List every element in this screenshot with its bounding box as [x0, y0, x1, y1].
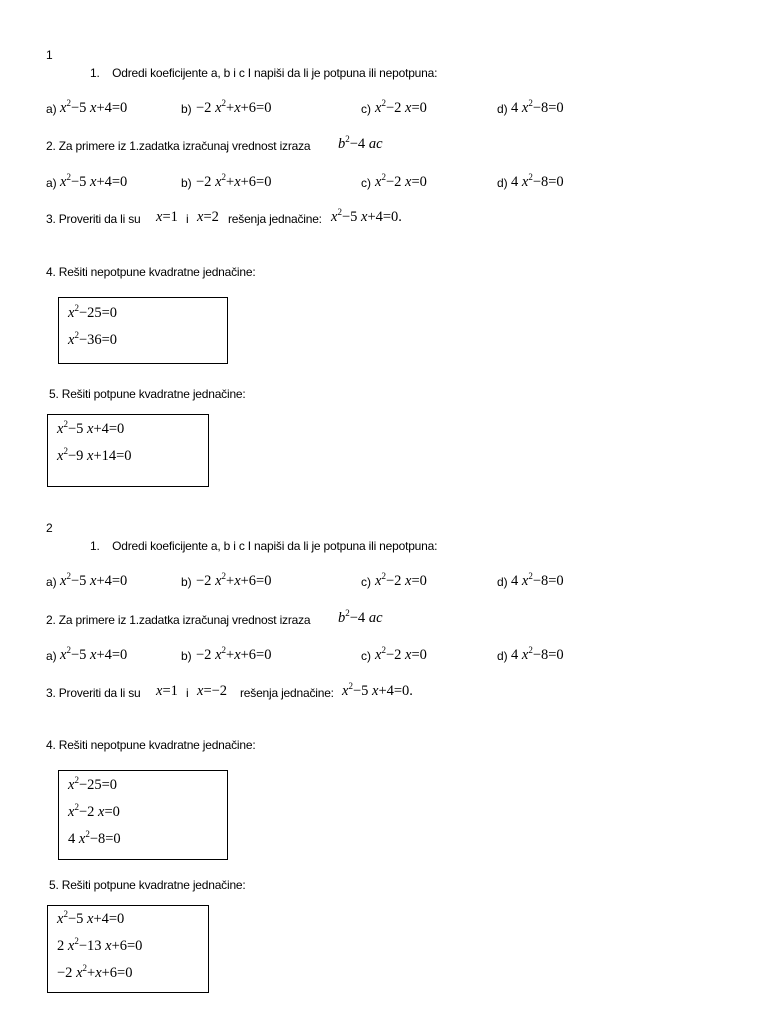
equation-1: $x^2-25=0$: [68, 303, 118, 321]
equation-a: $x^2-5$ x+4=0: [60, 172, 128, 190]
label-a: a): [46, 102, 57, 116]
section-number: 1: [46, 48, 53, 62]
equation-c: $x^2-2$ x=0: [375, 645, 427, 663]
equation-b: −2 $x^2+x+6=0$: [196, 645, 272, 663]
root-1: x=1: [156, 683, 178, 699]
task-2-text: 2. Za primere iz 1.zadatka izračunaj vrednost izraza: [46, 139, 311, 153]
equation-d: 4 $x^2-8=0$: [511, 645, 564, 663]
equation-2: 2 $x^2-13$ x+6=0: [57, 936, 143, 954]
equation-b: −2 $x^2+x+6=0$: [196, 172, 272, 190]
equation-3: −2 $x^2+x+6=0$: [57, 963, 133, 981]
task-3-suffix: rešenja jednačine:: [240, 686, 334, 700]
equation-2: $x^2-36=0$: [68, 330, 118, 348]
equation-1: $x^2-25=0$: [68, 775, 118, 793]
equation-2: $x^2-2$ x=0: [68, 802, 120, 820]
label-d: d): [497, 575, 508, 589]
root-2: x=2: [197, 209, 219, 225]
label-a: a): [46, 575, 57, 589]
equation-2: $x^2-9$ x+14=0: [57, 446, 132, 464]
label-c: c): [361, 176, 371, 190]
task-4-heading: 4. Rešiti nepotpune kvadratne jednačine:: [46, 265, 256, 279]
equation-1: $x^2-5$ x+4=0: [57, 909, 125, 927]
equation-a: $x^2-5$ x+4=0: [60, 571, 128, 589]
equation-b: −2 $x^2+x+6=0$: [196, 98, 272, 116]
label-b: b): [181, 102, 192, 116]
and-word: i: [186, 212, 189, 226]
equation-1: $x^2-5$ x+4=0: [57, 419, 125, 437]
section-number: 2: [46, 521, 53, 535]
label-d: d): [497, 176, 508, 190]
equation-c: $x^2-2$ x=0: [375, 571, 427, 589]
task-1-heading: 1. Odredi koeficijente a, b i c I napiši da li je potpuna ili nepotpuna:: [90, 66, 438, 80]
equation-c: $x^2-2$ x=0: [375, 98, 427, 116]
discriminant-expression: $b^2-4$ ac: [338, 134, 383, 152]
label-b: b): [181, 176, 192, 190]
label-d: d): [497, 649, 508, 663]
root-2: x=−2: [197, 683, 228, 699]
discriminant-expression: $b^2-4$ ac: [338, 608, 383, 626]
task-5-heading: 5. Rešiti potpune kvadratne jednačine:: [49, 878, 246, 892]
label-a: a): [46, 176, 57, 190]
equation-d: 4 $x^2-8=0$: [511, 98, 564, 116]
label-c: c): [361, 102, 371, 116]
equation-3: 4 $x^2-8=0$: [68, 829, 121, 847]
equation-c: $x^2-2$ x=0: [375, 172, 427, 190]
equation-d: 4 $x^2-8=0$: [511, 571, 564, 589]
task-2-text: 2. Za primere iz 1.zadatka izračunaj vrednost izraza: [46, 613, 311, 627]
equation-d: 4 $x^2-8=0$: [511, 172, 564, 190]
and-word: i: [186, 686, 189, 700]
label-b: b): [181, 649, 192, 663]
task-3-text: 3. Proveriti da li su: [46, 686, 141, 700]
label-a: a): [46, 649, 57, 663]
label-d: d): [497, 102, 508, 116]
equation-a: $x^2-5$ x+4=0: [60, 98, 128, 116]
task-3-equation: $x^2-5$ x+4=0.: [331, 207, 402, 225]
task-1-heading: 1. Odredi koeficijente a, b i c I napiši da li je potpuna ili nepotpuna:: [90, 539, 438, 553]
root-1: x=1: [156, 209, 178, 225]
label-c: c): [361, 649, 371, 663]
label-c: c): [361, 575, 371, 589]
label-b: b): [181, 575, 192, 589]
task-4-heading: 4. Rešiti nepotpune kvadratne jednačine:: [46, 738, 256, 752]
task-3-suffix: rešenja jednačine:: [228, 212, 322, 226]
task-3-equation: $x^2-5$ x+4=0.: [342, 681, 413, 699]
equation-a: $x^2-5$ x+4=0: [60, 645, 128, 663]
task-3-text: 3. Proveriti da li su: [46, 212, 141, 226]
task-5-heading: 5. Rešiti potpune kvadratne jednačine:: [49, 387, 246, 401]
equation-b: −2 $x^2+x+6=0$: [196, 571, 272, 589]
